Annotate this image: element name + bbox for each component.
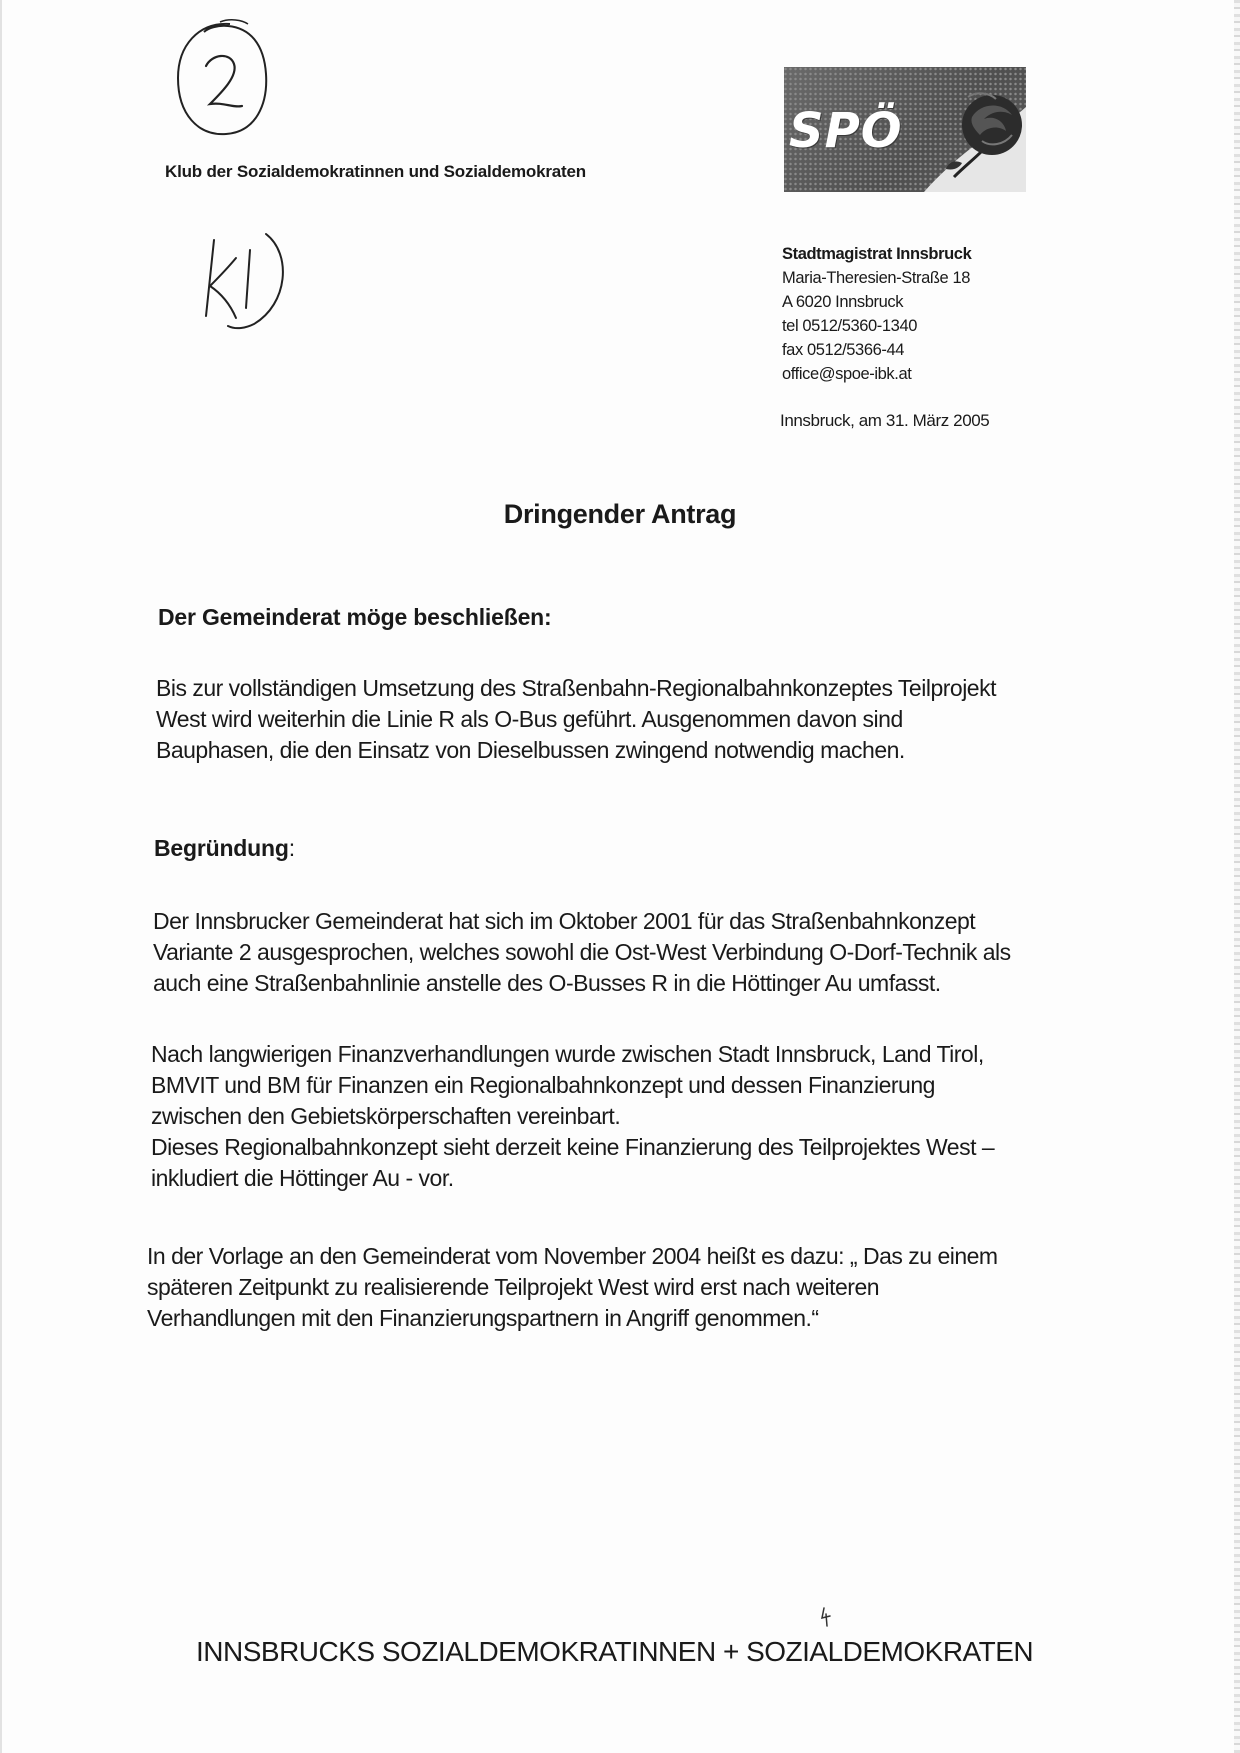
reasoning-line: In der Vorlage an den Gemeinderat vom November 2004 heißt es dazu: „ Das zu einem xyxy=(147,1243,998,1269)
reasoning-line: auch eine Straßenbahnlinie anstelle des O-Busses R in die Höttinger Au umfasst. xyxy=(153,970,941,996)
address-fax: fax 0512/5366-44 xyxy=(782,341,905,359)
reasoning-line: späteren Zeitpunkt zu realisierende Teilprojekt West wird erst nach weiteren xyxy=(147,1274,880,1300)
spoe-logo xyxy=(784,67,1026,192)
motion-line: Bis zur vollständigen Umsetzung des Straßenbahn-Regionalbahnkonzeptes Teilprojekt xyxy=(156,675,996,701)
reasoning-line: Variante 2 ausgesprochen, welches sowohl die Ost-West Verbindung O-Dorf-Technik als xyxy=(153,939,1011,965)
reasoning-heading-text: Begründung xyxy=(154,835,289,861)
date-line: Innsbruck, am 31. März 2005 xyxy=(780,411,990,430)
reasoning-line: BMVIT und BM für Finanzen ein Regionalbahnkonzept und dessen Finanzierung xyxy=(151,1072,935,1098)
reasoning-line: zwischen den Gebietskörperschaften vereinbart. xyxy=(151,1103,621,1129)
document-title: Dringender Antrag xyxy=(503,499,737,529)
reasoning-paragraph-1 xyxy=(153,906,1011,999)
reasoning-heading xyxy=(154,835,295,862)
logo-text: SPÖ xyxy=(789,103,903,159)
reasoning-heading-colon: : xyxy=(288,835,295,861)
reasoning-paragraph-2 xyxy=(151,1039,994,1194)
address-city: A 6020 Innsbruck xyxy=(782,293,904,311)
handwritten-tick-mark xyxy=(818,1606,834,1628)
motion-line: West wird weiterhin die Linie R als O-Bus geführt. Ausgenommen davon sind xyxy=(156,706,903,732)
address-email: office@spoe-ibk.at xyxy=(782,365,912,383)
reasoning-line: Dieses Regionalbahnkonzept sieht derzeit keine Finanzierung des Teilprojektes West – xyxy=(151,1134,995,1160)
club-name: Klub der Sozialdemokratinnen und Sozialdemokraten xyxy=(165,162,586,181)
address-street: Maria-Theresien-Straße 18 xyxy=(782,269,971,287)
rose-icon xyxy=(924,67,1026,192)
motion-paragraph xyxy=(156,673,996,766)
reasoning-line: Nach langwierigen Finanzverhandlungen wurde zwischen Stadt Innsbruck, Land Tirol, xyxy=(151,1041,984,1067)
address-org: Stadtmagistrat Innsbruck xyxy=(782,245,972,263)
handwritten-page-number xyxy=(168,16,278,146)
motion-line: Bauphasen, die den Einsatz von Dieselbussen zwingend notwendig machen. xyxy=(156,737,905,763)
scan-edge-right xyxy=(1234,0,1240,1753)
address-tel: tel 0512/5360-1340 xyxy=(782,317,918,335)
reasoning-line: Der Innsbrucker Gemeinderat hat sich im Oktober 2001 für das Straßenbahnkonzept xyxy=(153,908,976,934)
reasoning-line: inkludiert die Höttinger Au - vor. xyxy=(151,1165,454,1191)
motion-heading: Der Gemeinderat möge beschließen: xyxy=(158,604,552,630)
footer-text: INNSBRUCKS SOZIALDEMOKRATINNEN + SOZIALDEMOKRATEN xyxy=(196,1636,1034,1667)
scan-edge-left xyxy=(0,0,2,1753)
handwritten-annotation xyxy=(196,228,306,338)
reasoning-line: Verhandlungen mit den Finanzierungspartnern in Angriff genommen.“ xyxy=(147,1305,819,1331)
address-block xyxy=(782,242,971,386)
reasoning-paragraph-3 xyxy=(147,1241,998,1334)
